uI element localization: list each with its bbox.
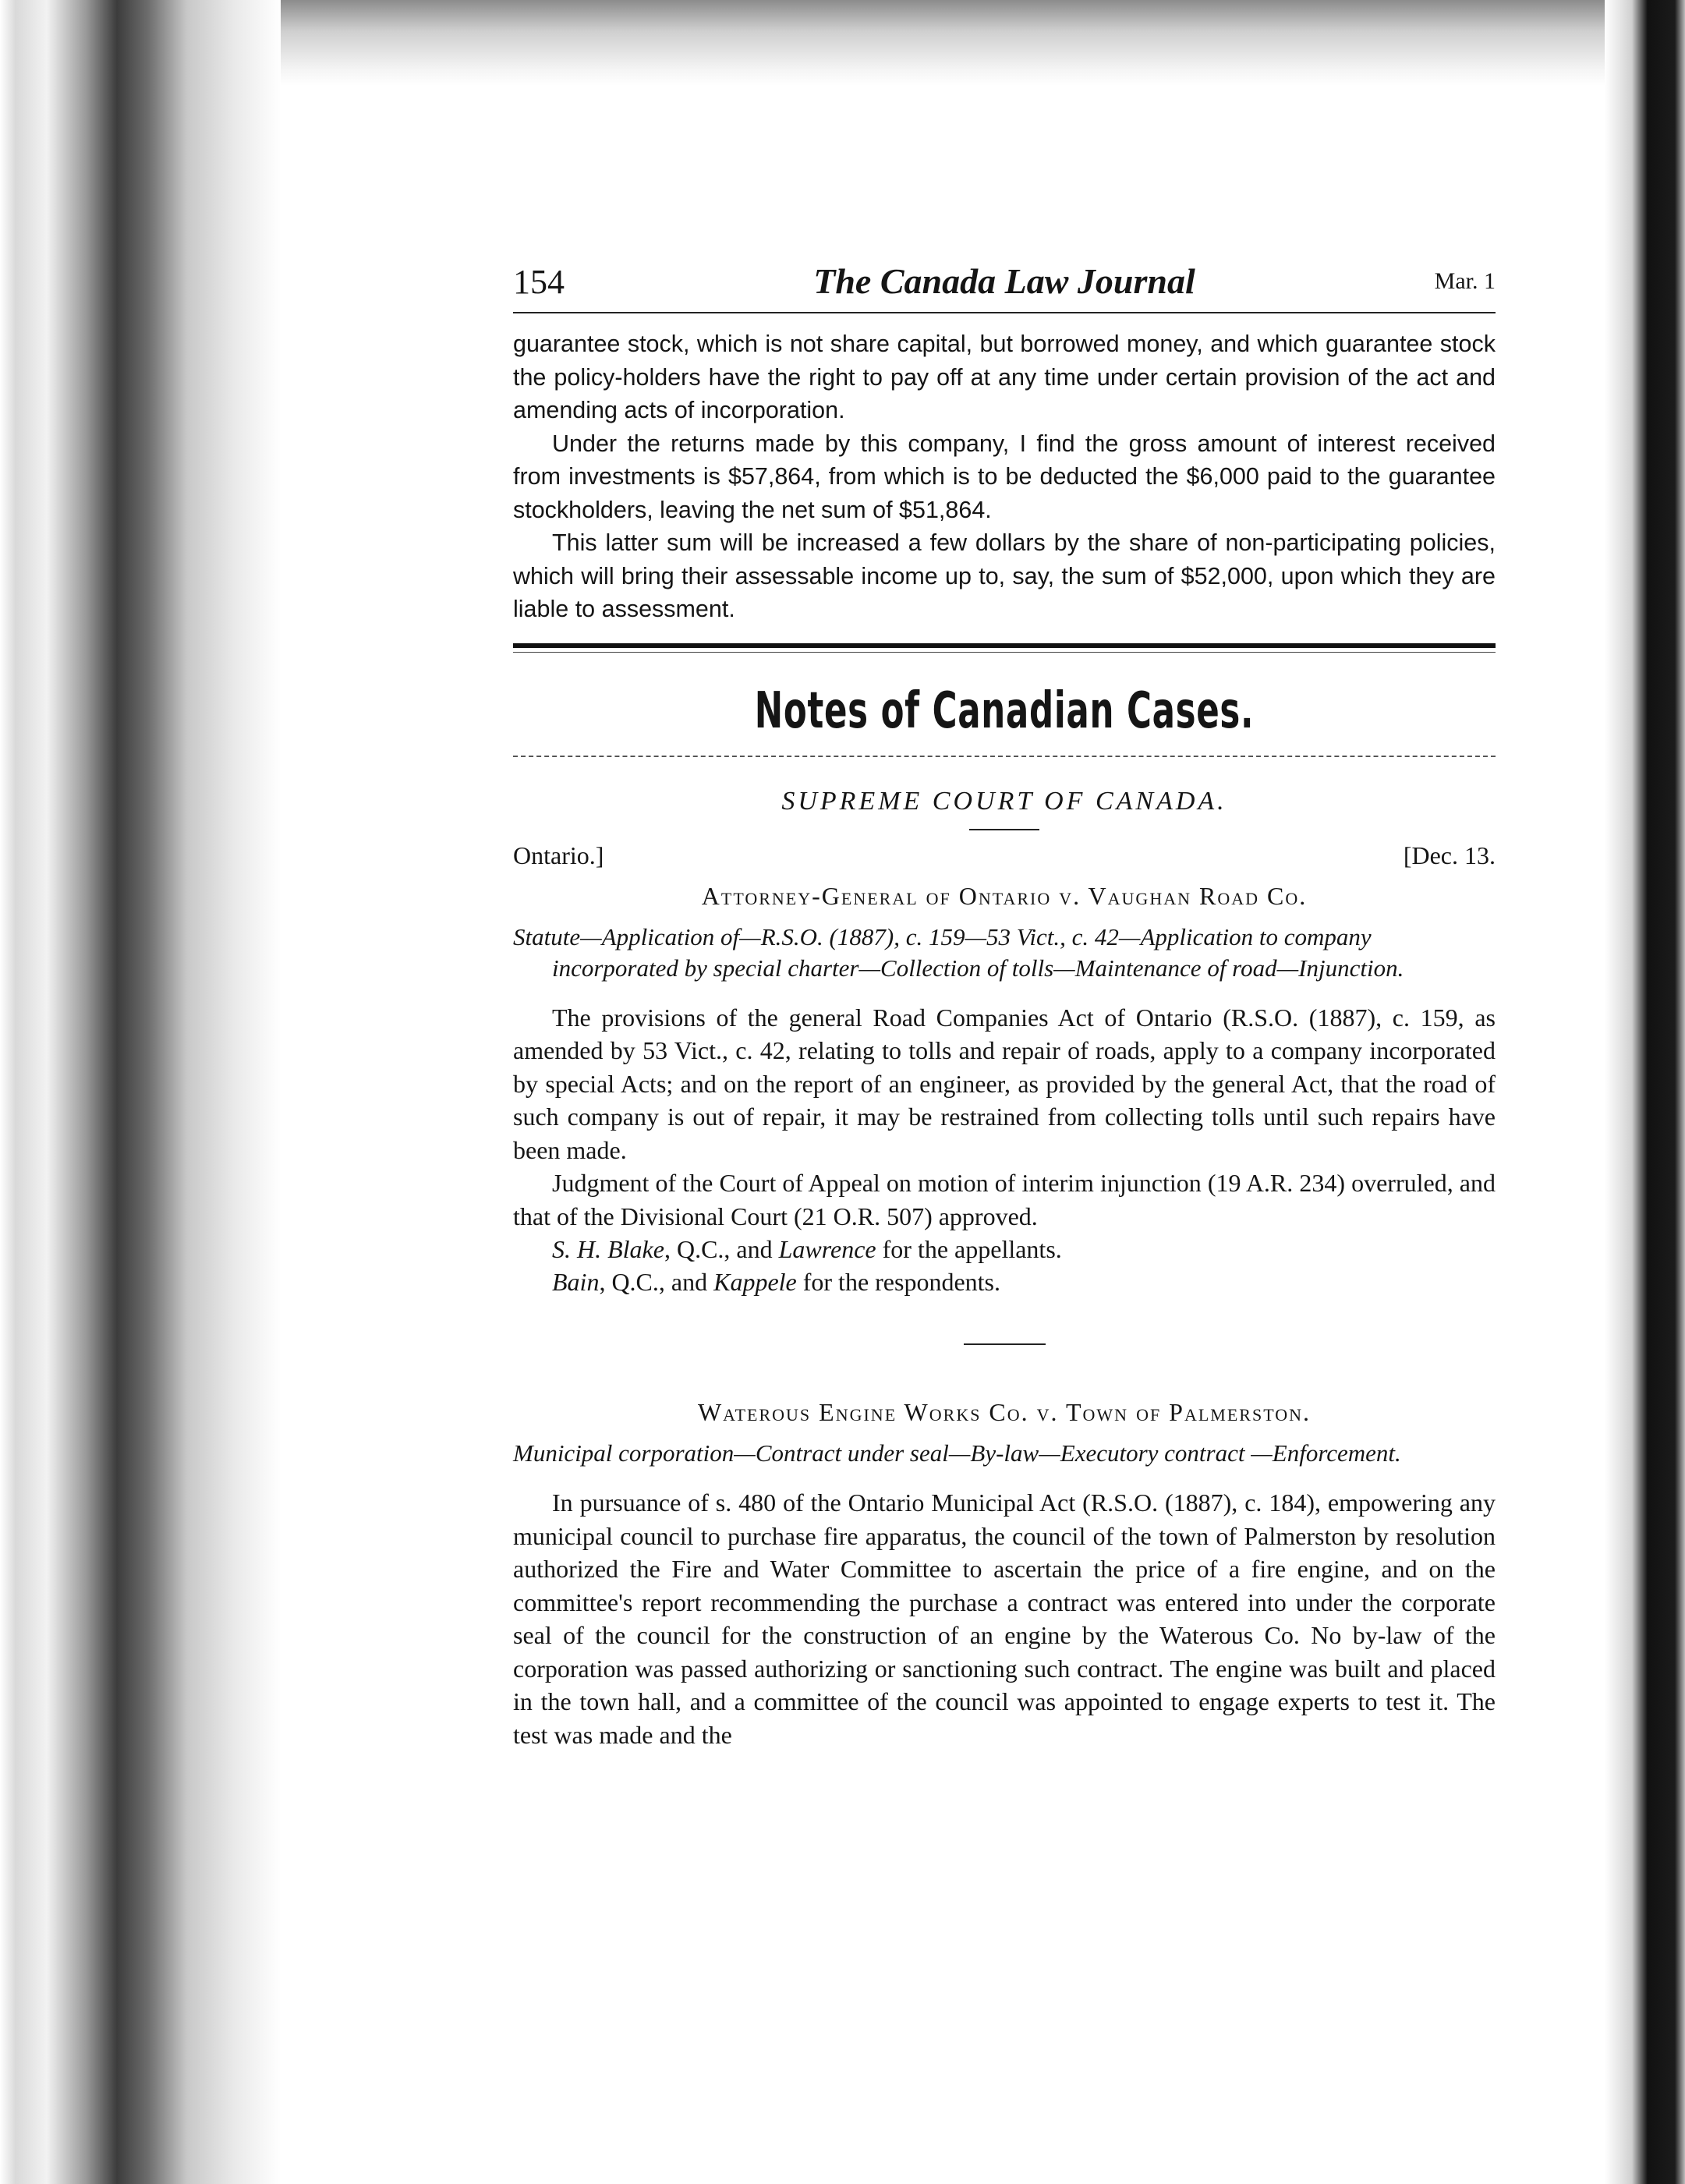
case1-judgment: Judgment of the Court of Appeal on motion of interim injunction (19 A.R. 234) overruled, and that of the Divisional Court (21 O.R. 507) approved.: [513, 1169, 1496, 1230]
case1-headnote: Statute—Application of—R.S.O. (1887), c. 159—53 Vict., c. 42—Application to company incorporated by special charter—Collection of tolls—Maintenance of road—Injunction.: [513, 922, 1404, 982]
case2-name: Waterous Engine Works Co. v. Town of Palmerston.: [697, 1398, 1312, 1426]
scan-top-shadow: [281, 0, 1606, 86]
section-title-rule: [513, 756, 1496, 757]
case1-holding: The provisions of the general Road Companies Act of Ontario (R.S.O. (1887), c. 159, as amended by 53 Vict., c. 42, relating to tolls and repair of roads, apply to a company incorporated by special Acts; and on the report of an engineer, as provided by the general Act, that the road of such company is out of repair, it may be restrained from collecting tolls until such repairs have been made.: [513, 1003, 1496, 1164]
case1-dateline: [513, 841, 1496, 876]
journal-page: [513, 257, 1496, 1751]
case1-counsel-respondents: [513, 1265, 1496, 1298]
journal-title: The Canada Law Journal: [813, 261, 1195, 301]
case2-headnote: Municipal corporation—Contract under seal—By-law—Executory contract —Enforcement.: [513, 1439, 1401, 1467]
case1-date: [Dec. 13.: [1403, 841, 1496, 869]
scan-right-edge-shadow: [1605, 0, 1685, 2184]
counsel-name: Lawrence: [778, 1235, 876, 1263]
section-title: Notes of Canadian Cases.: [754, 681, 1255, 740]
intro-paragraph-3: This latter sum will be increased a few dollars by the share of non-participating policies, which will bring their assessable income up to, say, the sum of $52,000, upon which they are liable to assessment.: [513, 529, 1496, 622]
case-spacer: [513, 1298, 1496, 1343]
case1-province: Ontario.]: [513, 841, 604, 869]
case2-body: In pursuance of s. 480 of the Ontario Municipal Act (R.S.O. (1887), c. 184), empowering any municipal council to purchase fire apparatus, the council of the town of Palmerston by resolution authorized the Fire and Water Committee to ascertain the price of a fire engine, and on the committee's report recommending the purchase a contract was entered into under the corporate seal of the council for the construction of an engine by the Waterous Co. No by-law of the corporation was passed authorizing or sanctioning such contract. The engine was built and placed in the town hall, and a committee of the council was appointed to engage experts to test it. The test was made and the: [513, 1488, 1496, 1749]
binding-spine-shadow: [0, 0, 281, 2184]
case-separator-rule: [964, 1343, 1046, 1345]
counsel-joiner: , Q.C., and: [664, 1235, 779, 1263]
intro-paragraph-2: Under the returns made by this company, I find the gross amount of interest received from investments is $57,864, from which is to be deducted the $6,000 paid to the guarantee stockholders, leaving the net sum of $51,864.: [513, 430, 1496, 523]
running-head: [513, 257, 1496, 313]
counsel-role: for the respondents.: [796, 1268, 1000, 1296]
case1-counsel-appellants: [513, 1233, 1496, 1265]
issue-date: Mar. 1: [1434, 268, 1496, 294]
section-divider-thick: [513, 643, 1496, 648]
counsel-role: for the appellants.: [876, 1235, 1062, 1263]
section-divider-thin: [513, 652, 1496, 653]
court-rule: [969, 829, 1039, 830]
counsel-name: S. H. Blake: [552, 1235, 664, 1263]
court-name: SUPREME COURT OF CANADA.: [781, 786, 1227, 816]
page-number: 154: [513, 263, 565, 301]
counsel-joiner: , Q.C., and: [599, 1268, 714, 1296]
counsel-name: Bain: [552, 1268, 600, 1296]
case1-name: Attorney-General of Ontario v. Vaughan Road Co.: [701, 881, 1308, 910]
counsel-name: Kappele: [713, 1268, 797, 1296]
intro-paragraph-1: guarantee stock, which is not share capital, but borrowed money, and which guarantee stock the policy-holders have the right to pay off at any time under certain provision of the act and amending acts of incorporation.: [513, 331, 1496, 423]
